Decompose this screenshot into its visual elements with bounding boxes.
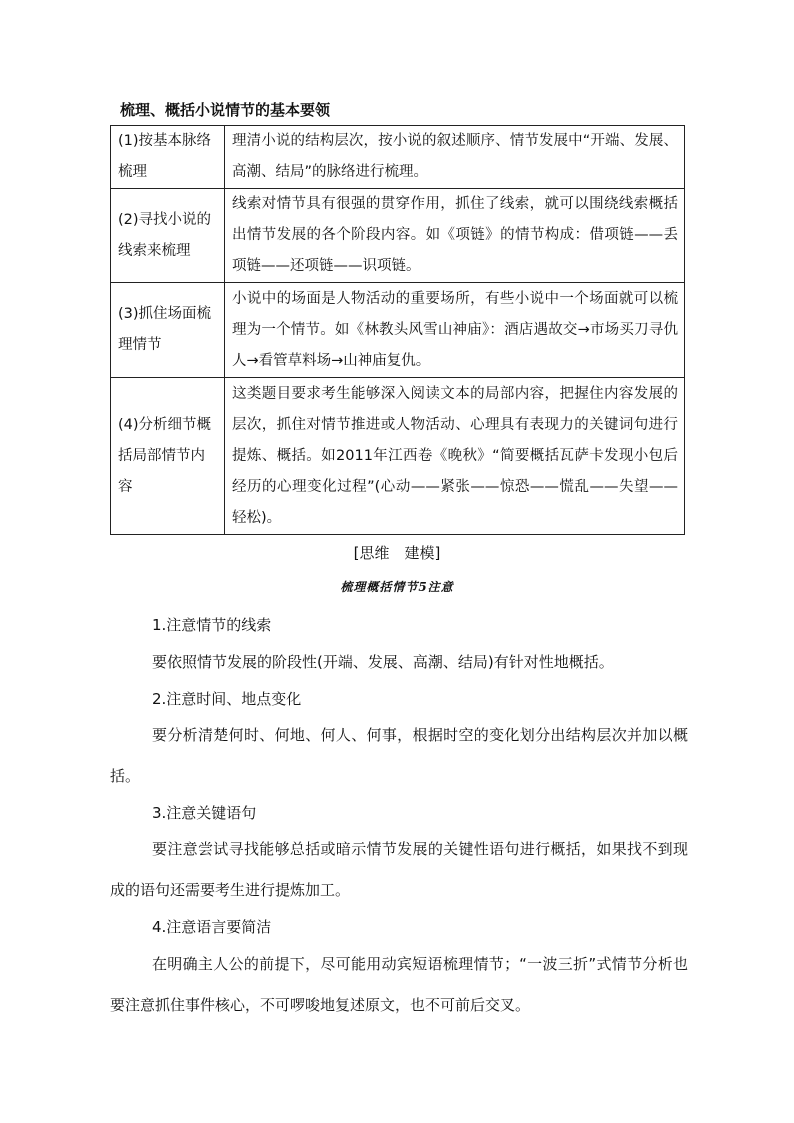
method-cell: (2)寻找小说的线索来梳理 (111, 189, 225, 283)
point-text: 要依照情节发展的阶段性(开端、发展、高潮、结局)有针对性地概括。 (152, 653, 614, 671)
model-subtitle: 梳理概括情节5注意 (340, 580, 454, 594)
point-title: 3.注意关键语句 (152, 804, 257, 822)
table-row (111, 378, 685, 535)
section-heading: 梳理、概括小说情节的基本要领 (120, 101, 331, 119)
description-cell: 这类题目要求考生能够深入阅读文本的局部内容，把握住内容发展的层次，抓住对情节推进或人物活动、心理具有表现力的关键词句进行提炼、概括。如2011年江西卷《晚秋》“简要概括瓦萨卡发现小包后经历的心理变化过程”(心动——紧张——惊恐——慌乱——失望——轻松)。 (225, 378, 685, 535)
method-cell: (4)分析细节概括局部情节内容 (111, 378, 225, 535)
description-cell: 小说中的场面是人物活动的重要场所，有些小说中一个场面就可以梳理为一个情节。如《林教头风雪山神庙》：酒店遇故交→市场买刀寻仇人→看管草料场→山神庙复仇。 (225, 283, 685, 378)
point-text: 在明确主人公的前提下，尽可能用动宾短语梳理情节；“一波三折”式情节分析也要注意抓住事件核心，不可啰唆地复述原文，也不可前后交叉。 (110, 955, 688, 1014)
method-cell: (3)抓住场面梳理情节 (111, 283, 225, 378)
point-text: 要分析清楚何时、何地、何人、何事，根据时空的变化划分出结构层次并加以概括。 (110, 726, 688, 785)
point-title: 2.注意时间、地点变化 (152, 690, 302, 708)
point-title: 4.注意语言要简洁 (152, 918, 272, 936)
table-row (111, 283, 685, 378)
method-cell: (1)按基本脉络梳理 (111, 126, 225, 189)
description-cell: 线索对情节具有很强的贯穿作用，抓住了线索，就可以围绕线索概括出情节发展的各个阶段内容。如《项链》的情节构成：借项链——丢项链——还项链——识项链。 (225, 189, 685, 283)
point-text: 要注意尝试寻找能够总括或暗示情节发展的关键性语句进行概括，如果找不到现成的语句还需要考生进行提炼加工。 (110, 840, 688, 899)
point-title: 1.注意情节的线索 (152, 616, 272, 634)
model-title: [思维 建模] (353, 544, 441, 562)
description-cell: 理清小说的结构层次，按小说的叙述顺序、情节发展中“开端、发展、高潮、结局”的脉络进行梳理。 (225, 126, 685, 189)
methods-table (110, 125, 685, 535)
table-row (111, 189, 685, 283)
table-row (111, 126, 685, 189)
